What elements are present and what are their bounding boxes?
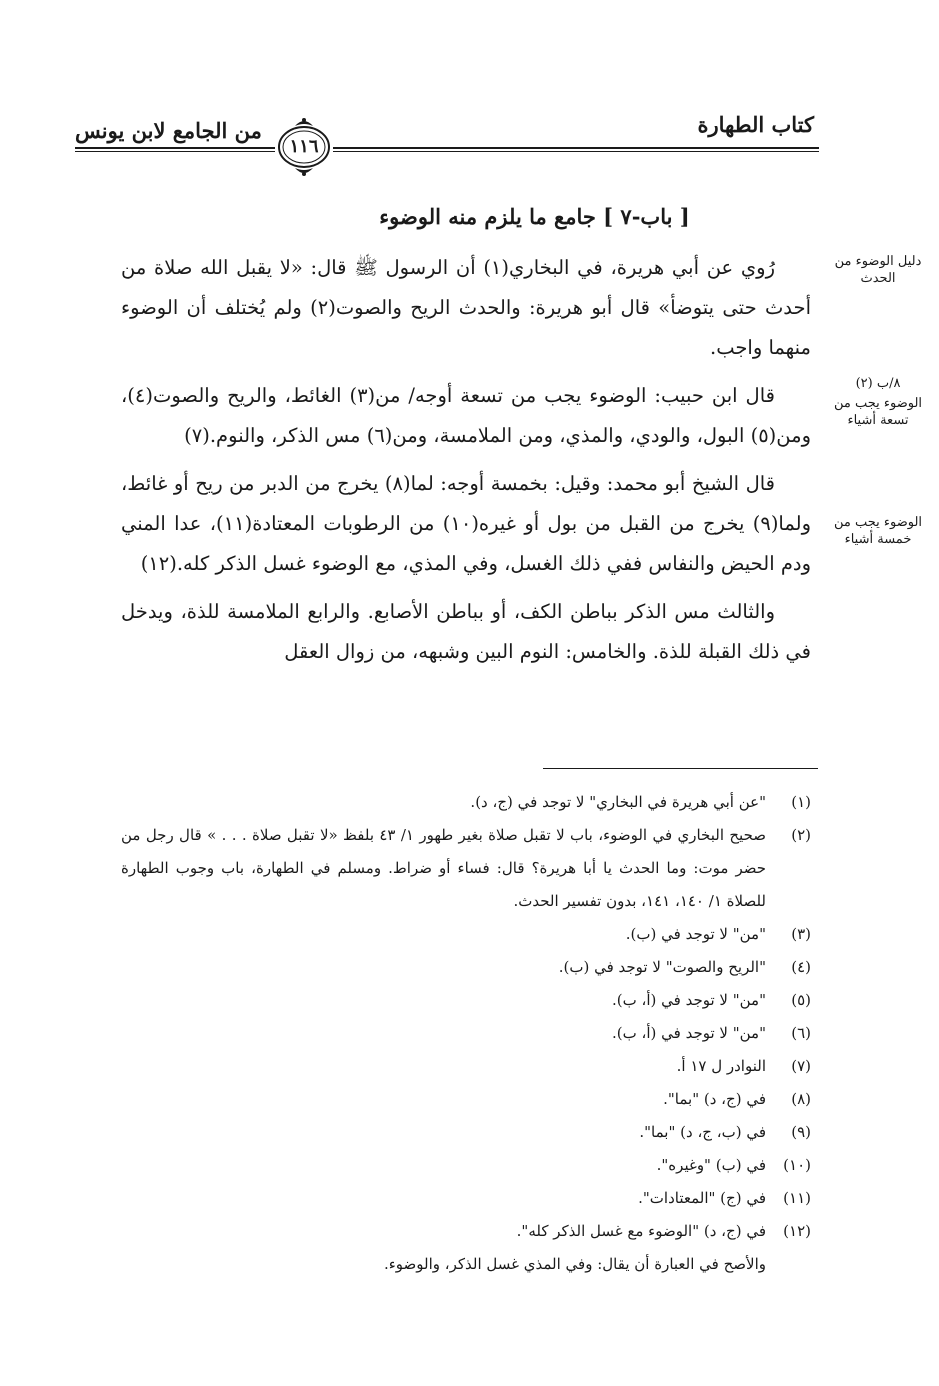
footnote-number: (٥)	[791, 991, 811, 1009]
running-header-book-title: كتاب الطهارة	[697, 112, 814, 137]
footnote-number: (٨)	[791, 1090, 811, 1108]
footnote-text: "من" لا توجد في (ب).	[625, 925, 766, 943]
footnote-text: في (ج) "المعتادات".	[638, 1189, 766, 1207]
footnote-number: (٦)	[791, 1024, 811, 1042]
footnote	[121, 786, 811, 819]
paragraph: رُوي عن أبي هريرة، في البخاري(١) أن الرسول ﷺ قال: «لا يقبل الله صلاة من أحدث حتى يتوضأ» قال أبو هريرة: والحدث الريح والصوت(٢) ولم يُختلف أن الوضوء منهما واجب.	[121, 256, 812, 359]
header-rule	[75, 147, 819, 149]
main-text	[121, 248, 811, 672]
footnote-number: (٤)	[791, 958, 811, 976]
footnote	[121, 1050, 811, 1083]
footnote-number: (٣)	[791, 925, 811, 943]
footnote-number: (١٠)	[783, 1156, 811, 1174]
footnote-number: (١٢)	[783, 1222, 811, 1240]
footnote-text: في (ج، د) "بما".	[663, 1090, 766, 1108]
footnote-number: (٢)	[791, 826, 811, 844]
paragraph: قال الشيخ أبو محمد: وقيل: بخمسة أوجه: لما(٨) يخرج من الدبر من ريح أو غائط، ولما(٩) يخرج من القبل من بول أو غيره(١٠) من الرطوبات المعتادة(١١)، عدا المني ودم الحيض والنفاس ففي ذلك الغسل، وفي المذي، مع الوضوء غسل الذكر كله.(١٢)	[121, 472, 811, 575]
footnote	[121, 984, 811, 1017]
chapter-heading-wrap	[0, 204, 939, 229]
margin-note: الوضوء يجب من تسعة أشياء	[833, 396, 923, 428]
footnote-text: "عن أبي هريرة في البخاري" لا توجد في (ج، د).	[470, 793, 766, 811]
footnote-continuation: والأصح في العبارة أن يقال: وفي المذي غسل الذكر، والوضوء.	[383, 1255, 766, 1273]
margin-note: دليل الوضوء من الحدث	[834, 254, 922, 286]
footnote	[121, 1182, 811, 1215]
footnote-text: في (ج، د) "الوضوء مع غسل الذكر كله".	[516, 1222, 766, 1240]
footnote	[121, 1116, 811, 1149]
paragraph: قال ابن حبيب: الوضوء يجب من تسعة أوجه/ من(٣) الغائط، والريح والصوت(٤)، ومن(٥) البول، والودي، والمذي، ومن الملامسة، ومن(٦) مس الذكر، والنوم.(٧)	[121, 384, 811, 447]
paragraph: والثالث مس الذكر بباطن الكف، أو بباطن الأصابع. والرابع الملامسة للذة، ويدخل في ذلك القبلة للذة. والخامس: النوم البين وشبهه، من زوال العقل	[121, 600, 811, 663]
footnote	[121, 1017, 811, 1050]
footnote-text: "من" لا توجد في (أ، ب).	[612, 991, 766, 1009]
footnotes	[121, 786, 811, 1281]
footnote	[121, 1215, 811, 1248]
footnote-number: (١)	[791, 793, 811, 811]
margin-note-folio: ٨/ب (٢)	[855, 376, 901, 391]
running-header-work-title: من الجامع لابن يونس	[75, 118, 262, 143]
footnote-text: صحيح البخاري في الوضوء، باب لا تقبل صلاة بغير طهور ١/ ٤٣ بلفظ «لا تقبل صلاة . . . » قال رجل من حضر موت: وما الحدث يا أبا هريرة؟ قال: فساء أو ضراط. ومسلم في الطهارة، باب وجوب الطهارة للصلاة ١/ ١٤٠، ١٤١، بدون تفسير الحدث.	[121, 826, 766, 910]
footnote-text: "من" لا توجد في (أ، ب).	[612, 1024, 766, 1042]
footnote-text: النوادر ل ١٧ أ.	[676, 1057, 766, 1075]
footnote	[121, 1083, 811, 1116]
footnote-number: (١١)	[783, 1189, 811, 1207]
footnote-separator	[543, 768, 818, 769]
footnote-number: (٧)	[791, 1057, 811, 1075]
chapter-heading: [ باب-٧ ] جامع ما يلزم منه الوضوء	[379, 204, 690, 229]
footnote	[121, 819, 811, 918]
footnote	[121, 918, 811, 951]
footnote-number: (٩)	[791, 1123, 811, 1141]
page-number: ١١٦	[289, 135, 319, 157]
header-rule-thin	[75, 151, 819, 152]
footnote-text: في (ب) "وغيره".	[656, 1156, 766, 1174]
page-number-ornament	[275, 114, 333, 178]
footnote	[121, 1149, 811, 1182]
footnote-text: "الريح والصوت" لا توجد في (ب).	[558, 958, 766, 976]
footnote	[121, 951, 811, 984]
footnote-text: في (ب، ج، د) "بما".	[639, 1123, 766, 1141]
margin-note: الوضوء يجب من خمسة أشياء	[833, 515, 923, 547]
